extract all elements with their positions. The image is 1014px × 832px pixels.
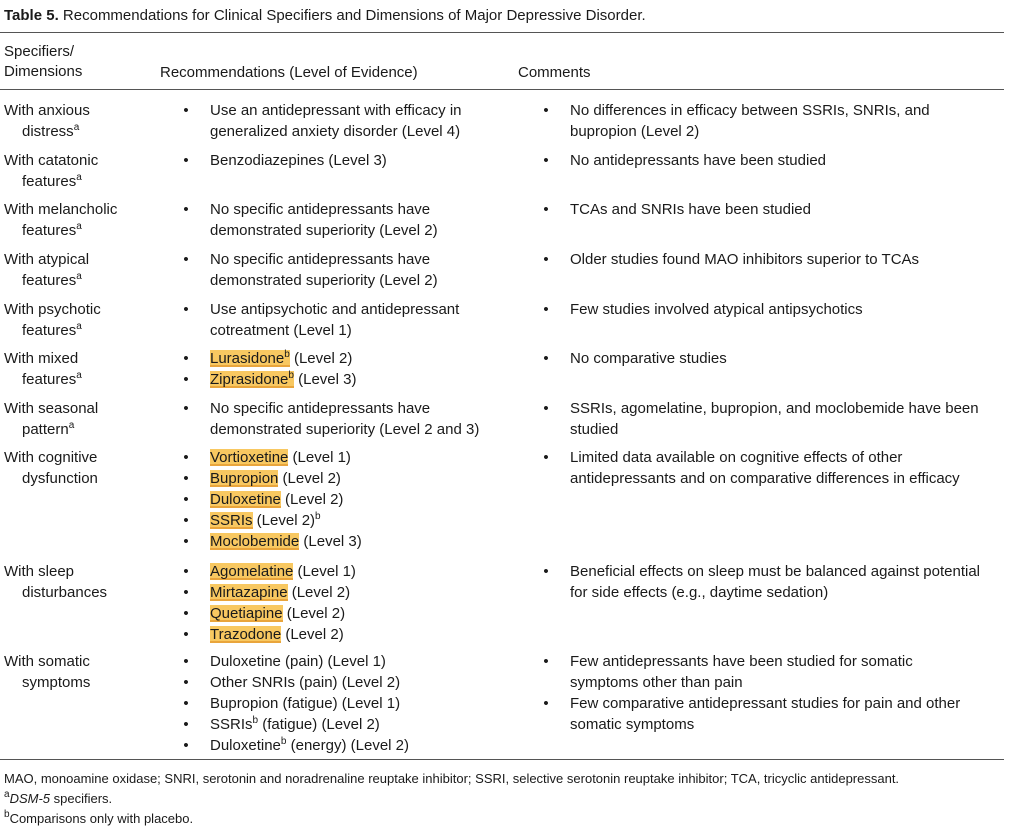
recommendation-item bbox=[180, 561, 510, 582]
bullet-icon: • bbox=[183, 737, 189, 754]
comment-line1: TCAs and SNRIs have been studied bbox=[570, 201, 811, 218]
bullet-icon: • bbox=[183, 626, 189, 643]
recommendation-text bbox=[210, 626, 344, 643]
specifier-footnote-mark: a bbox=[76, 172, 82, 183]
recommendation-item bbox=[180, 603, 510, 624]
highlighted-drug-name: Bupropion bbox=[210, 470, 279, 487]
recommendation-item bbox=[180, 299, 510, 341]
specifier-cell bbox=[4, 150, 154, 192]
specifier-line2 bbox=[4, 468, 154, 489]
comment-line1: Few antidepressants have been studied for somatic bbox=[570, 653, 913, 670]
footnote-b bbox=[4, 810, 1008, 828]
recommendation-item bbox=[180, 693, 510, 714]
recommendation-text bbox=[210, 449, 351, 466]
table-title: Recommendations for Clinical Specifiers and Dimensions of Major Depressive Disorder. bbox=[62, 7, 646, 24]
highlighted-drug bbox=[210, 470, 278, 487]
evidence-level: (Level 2) bbox=[289, 350, 353, 367]
recommendation-line2: demonstrated superiority (Level 2 and 3) bbox=[210, 421, 480, 438]
evidence-level: (Level 3) bbox=[299, 533, 362, 550]
comments-cell bbox=[540, 561, 1004, 603]
recommendation-item bbox=[180, 100, 510, 142]
specifier-cell bbox=[4, 249, 154, 291]
bullet-icon: • bbox=[183, 201, 189, 218]
bullet-icon: • bbox=[183, 584, 189, 601]
recommendation-item bbox=[180, 348, 510, 369]
comment-item bbox=[540, 249, 1004, 270]
recommendation-line1: Bupropion (fatigue) (Level 1) bbox=[210, 695, 401, 712]
bullet-icon: • bbox=[183, 512, 189, 529]
recommendations-cell bbox=[180, 100, 510, 142]
highlighted-drug-name: Vortioxetine bbox=[210, 449, 289, 466]
recommendation-item bbox=[180, 150, 510, 171]
specifier-footnote-mark: a bbox=[73, 122, 80, 133]
comments-cell bbox=[540, 447, 1004, 489]
comment-line1: Few studies involved atypical antipsychotics bbox=[570, 301, 863, 318]
bullet-icon: • bbox=[543, 449, 549, 466]
recommendation-item bbox=[180, 735, 510, 756]
highlighted-drug bbox=[210, 512, 253, 529]
recommendation-text bbox=[210, 301, 459, 339]
highlighted-drug bbox=[210, 605, 283, 622]
bullet-icon: • bbox=[183, 449, 189, 466]
highlighted-drug-name: Trazodone bbox=[210, 626, 282, 643]
footnote-a-mark: a bbox=[4, 789, 10, 800]
recommendation-text bbox=[210, 674, 400, 691]
comment-line2: antidepressants and on comparative differences in efficacy bbox=[570, 470, 960, 487]
highlighted-drug bbox=[210, 491, 281, 508]
recommendation-text bbox=[210, 201, 438, 239]
specifier-line2-text: features bbox=[22, 222, 77, 239]
specifier-cell bbox=[4, 561, 154, 603]
specifier-line2 bbox=[4, 320, 154, 341]
bullet-icon: • bbox=[183, 605, 189, 622]
comment-line2: studied bbox=[570, 421, 619, 438]
recommendations-cell bbox=[180, 651, 510, 756]
footnote-mark: b bbox=[280, 736, 287, 747]
recommendation-text bbox=[210, 400, 479, 438]
specifier-footnote-mark: a bbox=[76, 321, 82, 332]
recommendation-item bbox=[180, 510, 510, 531]
bullet-icon: • bbox=[183, 716, 189, 733]
highlighted-drug-name: SSRIs bbox=[210, 512, 253, 529]
specifier-line2 bbox=[4, 121, 154, 142]
footnote-mark: b bbox=[288, 370, 294, 381]
comment-line2: symptoms other than pain bbox=[570, 674, 743, 691]
comment-item bbox=[540, 299, 1004, 320]
comment-line1: Limited data available on cognitive effects of other bbox=[570, 449, 903, 466]
recommendation-line1: No specific antidepressants have bbox=[210, 400, 431, 417]
highlighted-drug-name: Mirtazapine bbox=[210, 584, 288, 601]
recommendation-item bbox=[180, 249, 510, 291]
comments-cell bbox=[540, 100, 1004, 142]
bullet-icon: • bbox=[543, 695, 549, 712]
comments-cell bbox=[540, 348, 1004, 369]
specifier-line2-text: disturbances bbox=[22, 584, 108, 601]
specifier-line2-text: symptoms bbox=[22, 674, 91, 691]
drug-name: Duloxetine bbox=[210, 737, 281, 754]
bullet-icon: • bbox=[183, 251, 189, 268]
recommendations-cell bbox=[180, 447, 510, 552]
recommendation-line2: demonstrated superiority (Level 2) bbox=[210, 222, 438, 239]
specifier-line1: With melancholic bbox=[4, 201, 118, 218]
recommendation-line1: No specific antidepressants have bbox=[210, 201, 431, 218]
evidence-level: (Level 3) bbox=[293, 371, 357, 388]
specifier-line2-text: features bbox=[22, 371, 77, 388]
comment-item bbox=[540, 100, 1004, 142]
specifier-footnote-mark: a bbox=[76, 370, 82, 381]
recommendation-line1: No specific antidepressants have bbox=[210, 251, 431, 268]
recommendation-text bbox=[210, 563, 356, 580]
recommendation-item bbox=[180, 199, 510, 241]
highlighted-drug bbox=[210, 533, 299, 550]
recommendation-text bbox=[210, 737, 409, 754]
highlighted-drug-name: Ziprasidone bbox=[210, 371, 289, 388]
bullet-icon: • bbox=[183, 653, 189, 670]
bullet-icon: • bbox=[543, 400, 549, 417]
recommendation-item bbox=[180, 468, 510, 489]
comment-item bbox=[540, 398, 1004, 440]
specifier-line1: With psychotic bbox=[4, 301, 101, 318]
specifier-line1: With mixed bbox=[4, 350, 79, 367]
bullet-icon: • bbox=[183, 674, 189, 691]
specifier-line2 bbox=[4, 582, 154, 603]
evidence-level: (Level 2) bbox=[280, 491, 344, 508]
evidence-level: (Level 1) bbox=[288, 449, 351, 466]
comment-line2: for side effects (e.g., daytime sedation) bbox=[570, 584, 829, 601]
comment-item bbox=[540, 150, 1004, 171]
highlighted-drug bbox=[210, 584, 288, 601]
comments-cell bbox=[540, 651, 1004, 735]
bullet-icon: • bbox=[183, 371, 189, 388]
recommendations-cell bbox=[180, 150, 510, 171]
recommendation-item bbox=[180, 624, 510, 645]
recommendation-item bbox=[180, 672, 510, 693]
recommendation-item bbox=[180, 531, 510, 552]
bullet-icon: • bbox=[183, 533, 189, 550]
evidence-level: (Level 2) bbox=[278, 470, 341, 487]
comment-item bbox=[540, 651, 1004, 693]
footnote-mark: b bbox=[315, 511, 321, 522]
recommendation-line1: Other SNRIs (pain) (Level 2) bbox=[210, 674, 401, 691]
highlighted-drug bbox=[210, 626, 281, 643]
specifier-cell bbox=[4, 299, 154, 341]
footnote-a bbox=[4, 790, 1008, 808]
comments-cell bbox=[540, 398, 1004, 440]
recommendation-line2: cotreatment (Level 1) bbox=[210, 322, 352, 339]
recommendation-text bbox=[210, 695, 400, 712]
recommendation-text bbox=[210, 470, 341, 487]
bullet-icon: • bbox=[543, 152, 549, 169]
specifier-cell bbox=[4, 348, 154, 390]
specifier-line2 bbox=[4, 369, 154, 390]
comment-line1: Older studies found MAO inhibitors superior to TCAs bbox=[570, 251, 920, 268]
comment-item bbox=[540, 561, 1004, 603]
specifier-line1: With seasonal bbox=[4, 400, 99, 417]
highlighted-drug bbox=[210, 371, 294, 388]
footnote-abbreviations: MAO, monoamine oxidase; SNRI, serotonin and noradrenaline reuptake inhibitor; SSRI, selective serotonin reuptake inhibitor; TCA, tricyclic antidepressant. bbox=[4, 771, 900, 786]
highlighted-drug bbox=[210, 563, 293, 580]
highlighted-drug-name: Moclobemide bbox=[210, 533, 300, 550]
bullet-icon: • bbox=[183, 301, 189, 318]
comments-cell bbox=[540, 299, 1004, 320]
header-specifiers-line1: Specifiers/ bbox=[4, 43, 75, 60]
specifier-cell bbox=[4, 100, 154, 142]
specifier-cell bbox=[4, 199, 154, 241]
recommendation-text bbox=[210, 152, 387, 169]
recommendation-item bbox=[180, 582, 510, 603]
comment-item bbox=[540, 348, 1004, 369]
comment-line1: Few comparative antidepressant studies for pain and other bbox=[570, 695, 961, 712]
recommendation-text bbox=[210, 653, 386, 670]
comment-item bbox=[540, 693, 1004, 735]
bullet-icon: • bbox=[543, 102, 549, 119]
specifier-line2 bbox=[4, 419, 154, 440]
footnote-a-text: specifiers. bbox=[50, 791, 113, 806]
drug-name: SSRIs bbox=[210, 716, 253, 733]
recommendation-text bbox=[210, 512, 321, 529]
recommendations-cell bbox=[180, 398, 510, 440]
bullet-icon: • bbox=[543, 350, 549, 367]
recommendation-text bbox=[210, 350, 352, 367]
recommendation-text bbox=[210, 533, 362, 550]
specifier-cell bbox=[4, 398, 154, 440]
highlighted-drug bbox=[210, 350, 290, 367]
recommendation-text bbox=[210, 491, 343, 508]
comments-cell bbox=[540, 150, 1004, 171]
specifier-footnote-mark: a bbox=[68, 420, 75, 431]
specifier-line2-text: features bbox=[22, 173, 77, 190]
recommendation-line2: demonstrated superiority (Level 2) bbox=[210, 272, 438, 289]
specifier-line2-text: pattern bbox=[22, 421, 69, 438]
specifier-line1: With sleep bbox=[4, 563, 75, 580]
specifier-line1: With catatonic bbox=[4, 152, 99, 169]
evidence-level: (Level 2) bbox=[252, 512, 316, 529]
recommendation-line2: generalized anxiety disorder (Level 4) bbox=[210, 123, 461, 140]
recommendation-item bbox=[180, 447, 510, 468]
recommendation-item bbox=[180, 398, 510, 440]
footnote-mark: b bbox=[284, 349, 290, 360]
specifier-line2-text: features bbox=[22, 272, 77, 289]
recommendations-cell bbox=[180, 249, 510, 291]
comment-line1: No antidepressants have been studied bbox=[570, 152, 827, 169]
comment-line1: No comparative studies bbox=[570, 350, 727, 367]
comment-item bbox=[540, 199, 1004, 220]
specifier-cell bbox=[4, 447, 154, 489]
specifier-line1: With atypical bbox=[4, 251, 90, 268]
footnote-b-text: Comparisons only with placebo. bbox=[9, 811, 194, 826]
evidence-level: (Level 2) bbox=[281, 626, 344, 643]
comment-line2: bupropion (Level 2) bbox=[570, 123, 700, 140]
recommendation-line1: Use an antidepressant with efficacy in bbox=[210, 102, 462, 119]
evidence-level: (fatigue) (Level 2) bbox=[258, 716, 380, 733]
specifier-line1: With somatic bbox=[4, 653, 90, 670]
comment-line2: somatic symptoms bbox=[570, 716, 695, 733]
header-comments: Comments bbox=[518, 64, 591, 81]
header-specifiers-line2: Dimensions bbox=[4, 63, 83, 80]
evidence-level: (energy) (Level 2) bbox=[286, 737, 410, 754]
bullet-icon: • bbox=[183, 491, 189, 508]
header-specifiers bbox=[4, 42, 82, 82]
bullet-icon: • bbox=[183, 695, 189, 712]
bullet-icon: • bbox=[183, 102, 189, 119]
comment-item bbox=[540, 447, 1004, 489]
recommendation-line1: Duloxetine (pain) (Level 1) bbox=[210, 653, 386, 670]
specifier-line2 bbox=[4, 220, 154, 241]
recommendation-text bbox=[210, 251, 438, 289]
bullet-icon: • bbox=[183, 400, 189, 417]
recommendation-text bbox=[210, 371, 356, 388]
recommendation-text bbox=[210, 584, 350, 601]
bullet-icon: • bbox=[183, 152, 189, 169]
recommendation-item bbox=[180, 489, 510, 510]
footnote-b-mark: b bbox=[4, 809, 10, 820]
specifier-line2-text: dysfunction bbox=[22, 470, 98, 487]
specifier-cell bbox=[4, 651, 154, 693]
bullet-icon: • bbox=[543, 301, 549, 318]
highlighted-drug-name: Quetiapine bbox=[210, 605, 283, 622]
bottom-rule bbox=[0, 759, 1004, 760]
bullet-icon: • bbox=[543, 653, 549, 670]
recommendation-line1: Benzodiazepines (Level 3) bbox=[210, 152, 387, 169]
comments-cell bbox=[540, 199, 1004, 220]
bullet-icon: • bbox=[183, 470, 189, 487]
recommendation-text bbox=[210, 102, 462, 140]
comment-line1: Beneficial effects on sleep must be balanced against potential bbox=[570, 563, 980, 580]
highlighted-drug bbox=[210, 449, 288, 466]
table-caption bbox=[4, 6, 1004, 26]
bullet-icon: • bbox=[183, 350, 189, 367]
footnote-a-italic: DSM-5 bbox=[9, 791, 51, 806]
specifier-footnote-mark: a bbox=[76, 221, 82, 232]
evidence-level: (Level 2) bbox=[282, 605, 346, 622]
specifier-line2 bbox=[4, 270, 154, 291]
highlighted-drug-name: Duloxetine bbox=[210, 491, 281, 508]
recommendation-item bbox=[180, 651, 510, 672]
recommendations-cell bbox=[180, 348, 510, 390]
comment-line1: SSRIs, agomelatine, bupropion, and moclobemide have been bbox=[570, 400, 979, 417]
comment-line1: No differences in efficacy between SSRIs, SNRIs, and bbox=[570, 102, 930, 119]
comments-cell bbox=[540, 249, 1004, 270]
recommendation-item bbox=[180, 714, 510, 735]
bullet-icon: • bbox=[543, 251, 549, 268]
highlighted-drug-name: Agomelatine bbox=[210, 563, 294, 580]
top-rule bbox=[0, 32, 1004, 33]
specifier-footnote-mark: a bbox=[76, 271, 82, 282]
specifier-line1: With anxious bbox=[4, 102, 90, 119]
specifier-line2 bbox=[4, 672, 154, 693]
evidence-level: (Level 2) bbox=[287, 584, 351, 601]
header-recommendations: Recommendations (Level of Evidence) bbox=[160, 64, 418, 81]
specifier-line1: With cognitive bbox=[4, 449, 98, 466]
evidence-level: (Level 1) bbox=[293, 563, 356, 580]
bullet-icon: • bbox=[183, 563, 189, 580]
recommendations-cell bbox=[180, 199, 510, 241]
table-label: Table 5. bbox=[4, 7, 59, 24]
recommendations-cell bbox=[180, 299, 510, 341]
header-rule bbox=[0, 89, 1004, 90]
recommendation-text bbox=[210, 716, 380, 733]
highlighted-drug-name: Lurasidone bbox=[210, 350, 285, 367]
footnote-mark: b bbox=[252, 715, 259, 726]
specifier-line2 bbox=[4, 171, 154, 192]
specifier-line2-text: features bbox=[22, 322, 77, 339]
recommendation-line1: Use antipsychotic and antidepressant bbox=[210, 301, 460, 318]
bullet-icon: • bbox=[543, 563, 549, 580]
specifier-line2-text: distress bbox=[22, 123, 74, 140]
recommendation-text bbox=[210, 605, 345, 622]
bullet-icon: • bbox=[543, 201, 549, 218]
recommendation-item bbox=[180, 369, 510, 390]
recommendations-cell bbox=[180, 561, 510, 645]
